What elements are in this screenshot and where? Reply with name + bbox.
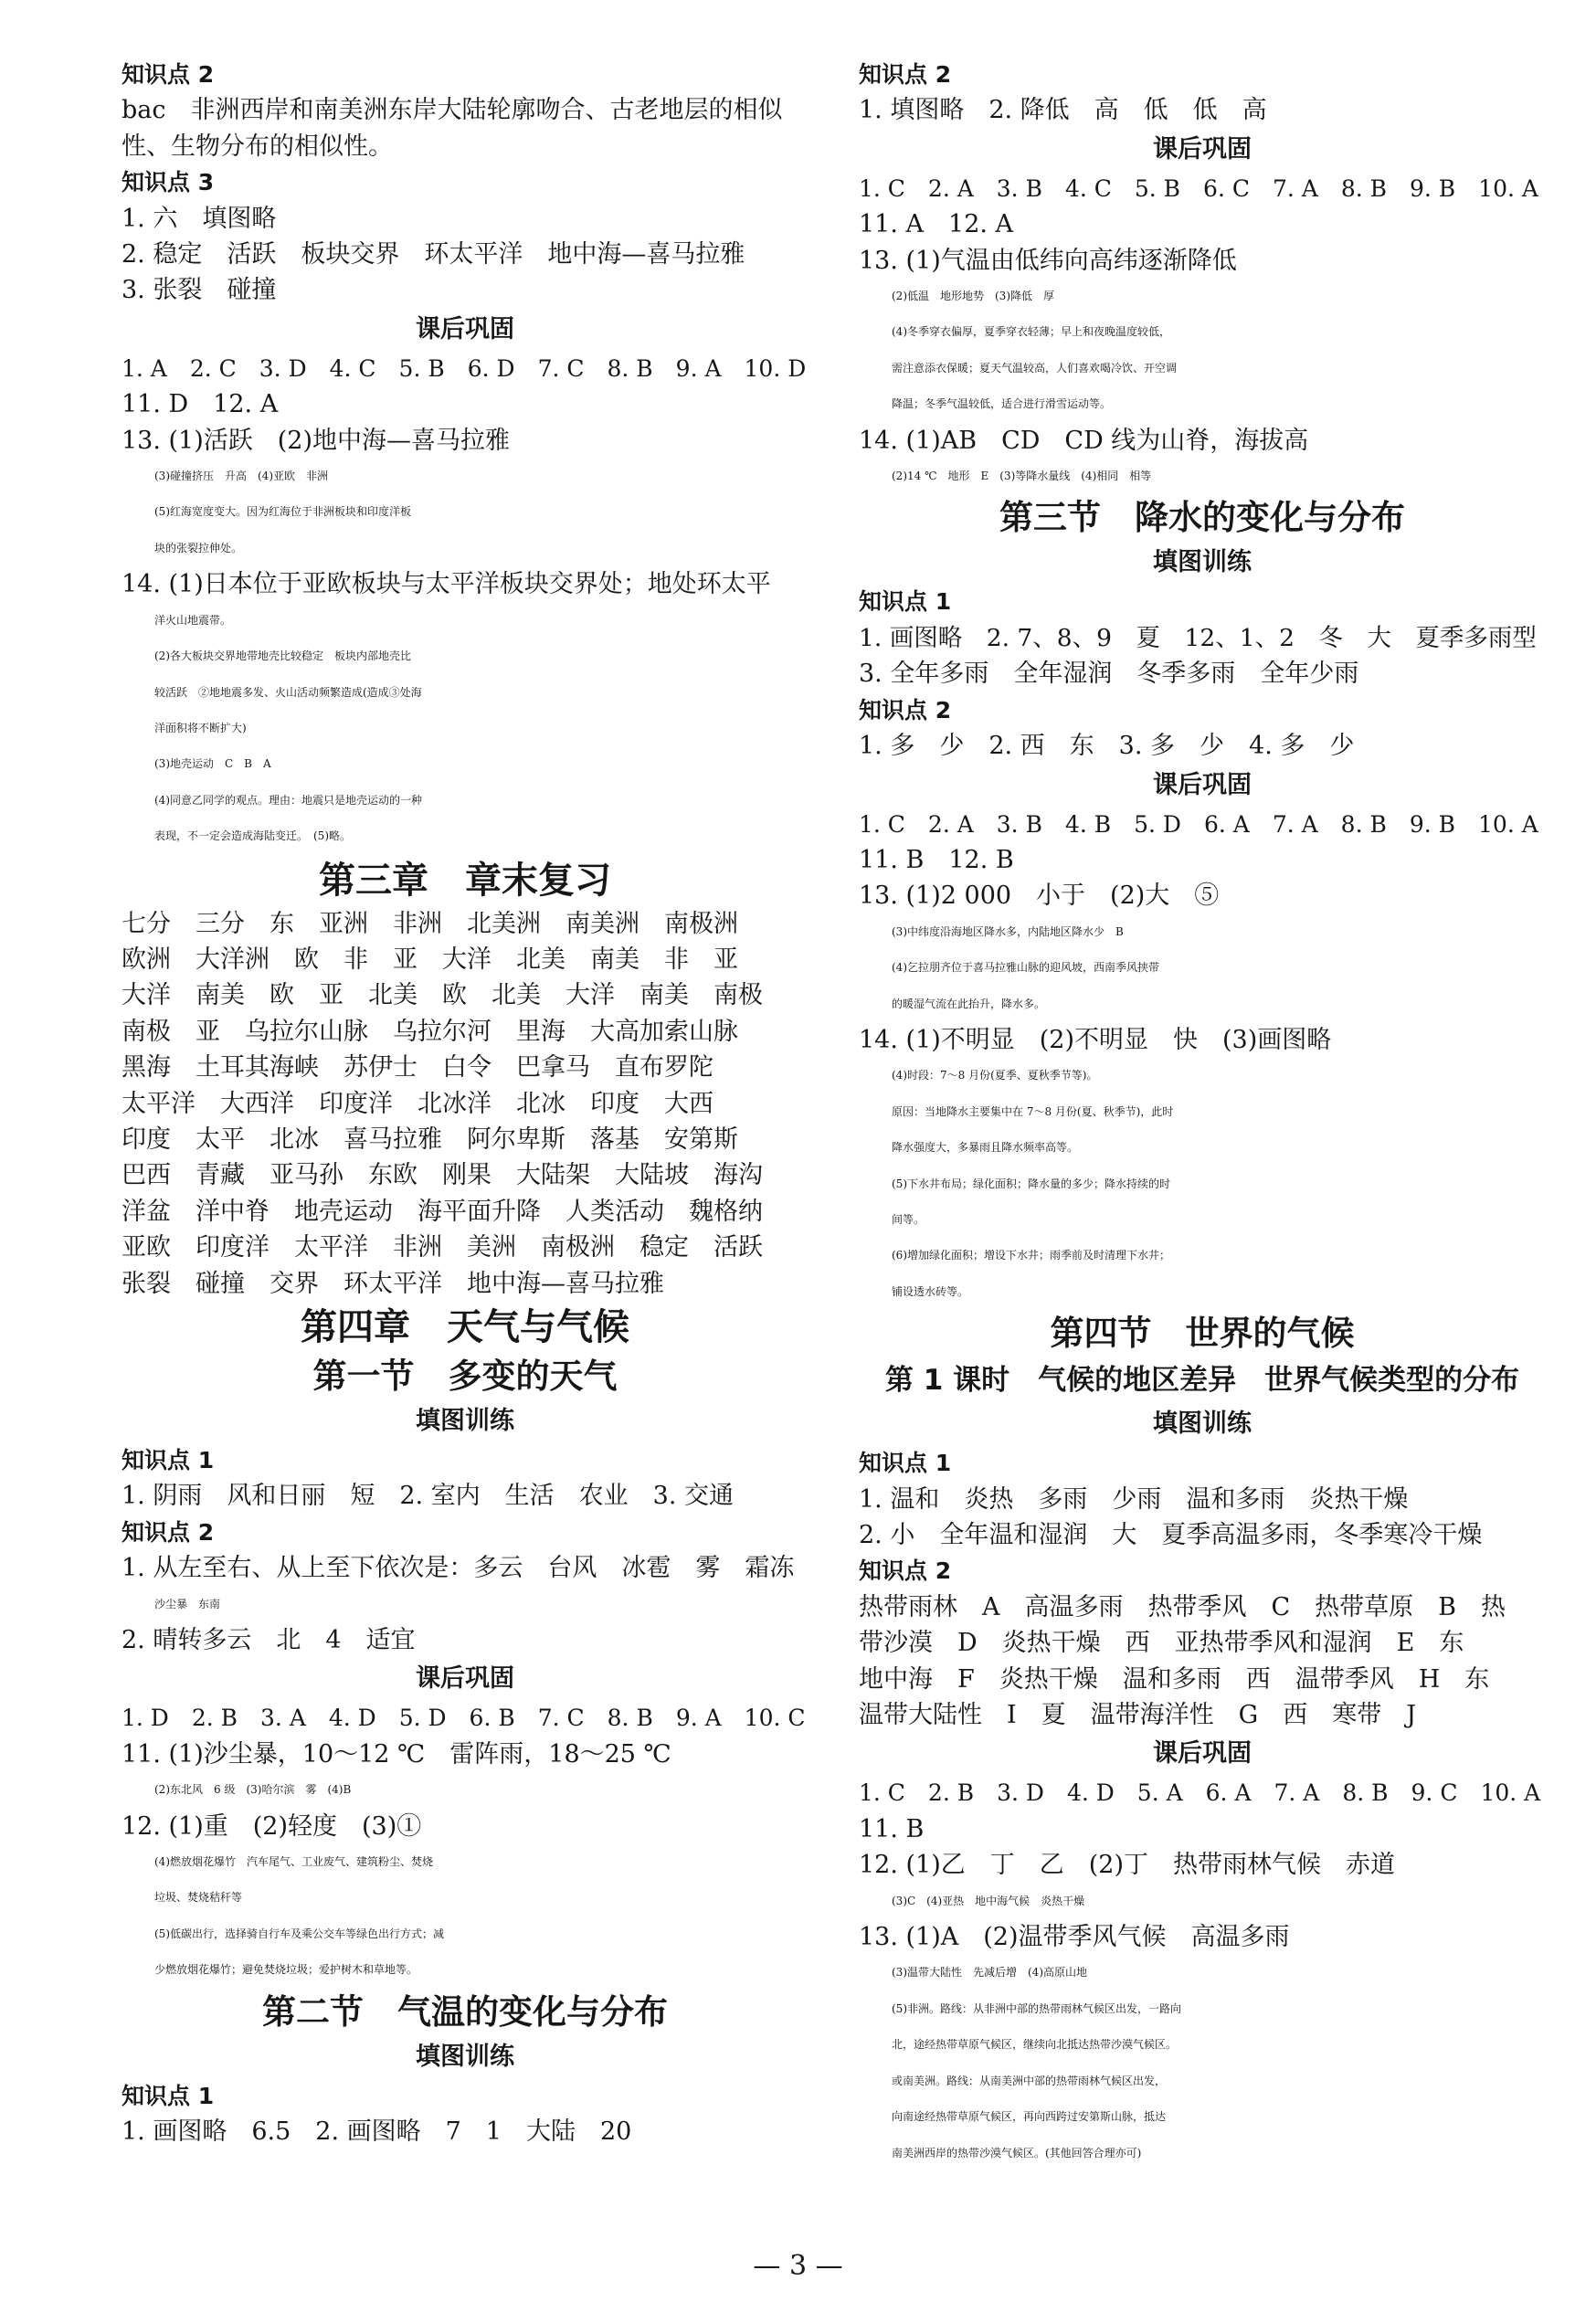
answer-line: 黑海 土耳其海峡 苏伊士 白令 巴拿马 直布罗陀 bbox=[122, 1053, 713, 1082]
answer-line: 块的张裂拉伸处。 bbox=[154, 541, 243, 554]
answer-line: (2)低温 地形地势 (3)降低 厚 bbox=[892, 290, 1054, 303]
answer-line: 11. B 12. B bbox=[859, 845, 1014, 874]
answer-line: 3. 全年多雨 全年湿润 冬季多雨 全年少雨 bbox=[859, 660, 1359, 689]
knowledge-point-label: 知识点 1 bbox=[859, 1450, 952, 1477]
answer-line: 1. 六 填图略 bbox=[122, 204, 277, 233]
knowledge-point-label: 知识点 3 bbox=[122, 169, 215, 196]
answer-line: (3)C (4)亚热 地中海气候 炎热干燥 bbox=[892, 1894, 1085, 1907]
answer-line: (2)14 ℃ 地形 E (3)等降水量线 (4)相同 相等 bbox=[892, 470, 1152, 483]
answer-line: (5)红海宽度变大。因为红海位于非洲板块和印度洋板 bbox=[154, 505, 412, 519]
answer-line: 或南美洲。路线：从南美洲中部的热带雨林气候区出发， bbox=[892, 2074, 1167, 2087]
answer-line: 13. (1)气温由低纬向高纬逐渐降低 bbox=[859, 246, 1237, 275]
chapter-title: 第四章 天气与气候 bbox=[301, 1306, 629, 1348]
subsection-title: 课后巩固 bbox=[1153, 770, 1252, 799]
answer-line: 13. (1)2 000 小于 (2)大 ⑤ bbox=[859, 882, 1220, 911]
answer-line: 热带雨林 A 高温多雨 热带季风 C 热带草原 B 热 bbox=[859, 1592, 1506, 1621]
answer-line: 12. (1)重 (2)轻度 (3)① bbox=[122, 1811, 422, 1841]
answer-line: 14. (1)AB CD CD 线为山脊，海拔高 bbox=[859, 426, 1309, 455]
knowledge-point-label: 知识点 2 bbox=[859, 1557, 952, 1585]
answer-line: (4)冬季穿衣偏厚，夏季穿衣轻薄；早上和夜晚温度较低， bbox=[892, 325, 1171, 339]
subsection-title: 课后巩固 bbox=[416, 1664, 514, 1694]
answer-line: 少燃放烟花爆竹；避免焚烧垃圾；爱护树木和草地等。 bbox=[154, 1963, 418, 1977]
answer-line: 需注意添衣保暖；夏天气温较高，人们喜欢喝冷饮、开空调 bbox=[892, 361, 1178, 375]
answer-line: 垃圾、焚烧秸秆等 bbox=[154, 1891, 243, 1905]
answer-line: 11. B bbox=[859, 1814, 925, 1843]
answer-line: 3. 张裂 碰撞 bbox=[122, 276, 277, 305]
answer-line: (4)乞拉朋齐位于喜马拉雅山脉的迎风坡，西南季风挟带 bbox=[892, 961, 1160, 975]
answer-line: (5)低碳出行，选择骑自行车及乘公交车等绿色出行方式；减 bbox=[154, 1927, 445, 1940]
answer-line: 1. 温和 炎热 多雨 少雨 温和多雨 炎热干燥 bbox=[859, 1484, 1409, 1514]
answer-line: 2. 小 全年温和湿润 大 夏季高温多雨，冬季寒冷干燥 bbox=[859, 1521, 1483, 1549]
answer-line: 大洋 南美 欧 亚 北美 欧 北美 大洋 南美 南极 bbox=[122, 981, 763, 1010]
answer-line: 13. (1)活跃 (2)地中海—喜马拉雅 bbox=[122, 426, 511, 455]
subsection-title: 填图训练 bbox=[416, 1407, 514, 1435]
answer-line: (5)下水井布局；绿化面积；降水量的多少；降水持续的时 bbox=[892, 1177, 1171, 1190]
answer-line: 南极 亚 乌拉尔山脉 乌拉尔河 里海 大高加索山脉 bbox=[122, 1017, 738, 1046]
answer-line: 沙尘暴 东南 bbox=[154, 1597, 221, 1610]
answer-line: 的暖湿气流在此抬升，降水多。 bbox=[892, 997, 1046, 1010]
answer-line: 性、生物分布的相似性。 bbox=[122, 132, 393, 161]
answer-line: 间等。 bbox=[892, 1212, 925, 1226]
lesson-title: 第 1 课时 气候的地区差异 世界气候类型的分布 bbox=[884, 1364, 1520, 1398]
knowledge-point-label: 知识点 1 bbox=[122, 1447, 215, 1473]
answer-line: 2. 晴转多云 北 4 适宜 bbox=[122, 1626, 416, 1655]
answer-line: 太平洋 大西洋 印度洋 北冰洋 北冰 印度 大西 bbox=[122, 1089, 713, 1118]
answer-line: 欧洲 大洋洲 欧 非 亚 大洋 北美 南美 非 亚 bbox=[122, 945, 738, 974]
answer-line: 印度 太平 北冰 喜马拉雅 阿尔卑斯 落基 安第斯 bbox=[122, 1125, 738, 1154]
answer-line: 1. 从左至右、从上至下依次是：多云 台风 冰雹 雾 霜冻 bbox=[122, 1554, 795, 1583]
answer-line: 1. C 2. B 3. D 4. D 5. A 6. A 7. A 8. B 9. C 10. A bbox=[859, 1779, 1541, 1807]
answer-line: 13. (1)A (2)温带季风气候 高温多雨 bbox=[859, 1923, 1290, 1952]
answer-line: 1. 填图略 2. 降低 高 低 低 高 bbox=[859, 96, 1267, 125]
answer-line: 1. 多 少 2. 西 东 3. 多 少 4. 多 少 bbox=[859, 732, 1355, 761]
answer-line: 七分 三分 东 亚洲 非洲 北美洲 南美洲 南极洲 bbox=[122, 909, 738, 938]
right-column bbox=[859, 57, 1546, 2171]
chapter-title: 第三章 章末复习 bbox=[319, 859, 611, 902]
answer-line: 张裂 碰撞 交界 环太平洋 地中海—喜马拉雅 bbox=[122, 1269, 664, 1298]
answer-line: 带沙漠 D 炎热干燥 西 亚热带季风和湿润 E 东 bbox=[859, 1629, 1464, 1658]
knowledge-point-label: 知识点 2 bbox=[122, 61, 215, 88]
subsection-title: 课后巩固 bbox=[1153, 134, 1252, 164]
answer-line: 原因：当地降水主要集中在 7～8 月份(夏、秋季节)，此时 bbox=[892, 1104, 1174, 1118]
knowledge-point-label: 知识点 1 bbox=[859, 588, 952, 616]
answer-line: (3)碰撞挤压 升高 (4)亚欧 非洲 bbox=[154, 470, 328, 483]
subsection-title: 填图训练 bbox=[1153, 548, 1252, 577]
subsection-title: 填图训练 bbox=[1153, 1410, 1252, 1439]
answer-line: 较活跃 ②地地震多发、火山活动频繁造成(造成③处海 bbox=[154, 685, 422, 699]
left-column bbox=[122, 57, 809, 2150]
answer-line: (3)地壳运动 C B A bbox=[154, 757, 271, 771]
answer-line: 1. 画图略 6.5 2. 画图略 7 1 大陆 20 bbox=[122, 2117, 632, 2147]
answer-line: 1. A 2. C 3. D 4. C 5. B 6. D 7. C 8. B 9. A 10. D bbox=[122, 354, 807, 382]
answer-line: 11. A 12. A bbox=[859, 210, 1014, 239]
answer-line: 铺设透水砖等。 bbox=[892, 1284, 969, 1298]
answer-line: 1. D 2. B 3. A 4. D 5. D 6. B 7. C 8. B 9. A 10. C bbox=[122, 1705, 806, 1732]
answer-line: 11. D 12. A bbox=[122, 390, 279, 419]
answer-line: 1. C 2. A 3. B 4. B 5. D 6. A 7. A 8. B 9. B 10. A bbox=[859, 810, 1538, 838]
answer-line: 北，途经热带草原气候区，继续向北抵达热带沙漠气候区。 bbox=[892, 2038, 1178, 2052]
answer-line: (4)时段：7～8 月份(夏季、夏秋季节等)。 bbox=[892, 1069, 1098, 1082]
answer-line: 11. (1)沙尘暴，10～12 ℃ 雷阵雨，18～25 ℃ bbox=[122, 1739, 671, 1769]
answer-line: 向南途经热带草原气候区，再向西跨过安第斯山脉，抵达 bbox=[892, 2110, 1167, 2124]
knowledge-point-label: 知识点 2 bbox=[122, 1518, 215, 1546]
answer-line: 洋火山地震带。 bbox=[154, 613, 232, 627]
answer-line: 地中海 F 炎热干燥 温和多雨 西 温带季风 H 东 bbox=[859, 1664, 1490, 1694]
subsection-title: 填图训练 bbox=[416, 2042, 514, 2071]
page-number: — 3 — bbox=[753, 2250, 843, 2282]
subsection-title: 课后巩固 bbox=[1153, 1739, 1252, 1769]
answer-line: 1. C 2. A 3. B 4. C 5. B 6. C 7. A 8. B 9. B 10. A bbox=[859, 174, 1538, 202]
answer-line: 表现，不一定会造成海陆变迁。 (5)略。 bbox=[154, 829, 351, 843]
answer-line: 14. (1)不明显 (2)不明显 快 (3)画图略 bbox=[859, 1025, 1332, 1054]
answer-line: (2)东北风 6 级 (3)哈尔滨 雾 (4)B bbox=[154, 1783, 352, 1797]
answer-line: 巴西 青藏 亚马孙 东欧 刚果 大陆架 大陆坡 海沟 bbox=[122, 1161, 763, 1190]
answer-line: (3)温带大陆性 先减后增 (4)高原山地 bbox=[892, 1966, 1087, 1980]
knowledge-point-label: 知识点 2 bbox=[859, 696, 952, 723]
answer-line: bac 非洲西岸和南美洲东岸大陆轮廓吻合、古老地层的相似 bbox=[122, 96, 783, 125]
answer-line: (5)非洲。路线：从非洲中部的热带雨林气候区出发，一路向 bbox=[892, 2001, 1182, 2015]
answer-line: (4)同意乙同学的观点。理由：地震只是地壳运动的一种 bbox=[154, 793, 423, 807]
section-title: 第四节 世界的气候 bbox=[1050, 1314, 1355, 1354]
subsection-title: 课后巩固 bbox=[416, 314, 514, 343]
answer-line: 洋盆 洋中脊 地壳运动 海平面升降 人类活动 魏格纳 bbox=[122, 1197, 763, 1226]
answer-line: 2. 稳定 活跃 板块交界 环太平洋 地中海—喜马拉雅 bbox=[122, 240, 745, 269]
answer-line: 12. (1)乙 丁 乙 (2)丁 热带雨林气候 赤道 bbox=[859, 1851, 1396, 1880]
knowledge-point-label: 知识点 1 bbox=[122, 2082, 215, 2109]
answer-line: 亚欧 印度洋 太平洋 非洲 美洲 南极洲 稳定 活跃 bbox=[122, 1233, 763, 1262]
answer-line: (4)燃放烟花爆竹 汽车尾气、工业废气、建筑粉尘、焚烧 bbox=[154, 1855, 434, 1869]
answer-line: 温带大陆性 I 夏 温带海洋性 G 西 寒带 J bbox=[859, 1701, 1417, 1730]
answer-line: 南美洲西岸的热带沙漠气候区。(其他回答合理亦可) bbox=[892, 2146, 1142, 2159]
section-title: 第三节 降水的变化与分布 bbox=[999, 498, 1405, 538]
answer-line: 1. 阴雨 风和日丽 短 2. 室内 生活 农业 3. 交通 bbox=[122, 1482, 735, 1511]
section-title: 第二节 气温的变化与分布 bbox=[262, 1991, 668, 2032]
answer-line: 降温；冬季气温较低，适合进行滑雪运动等。 bbox=[892, 397, 1112, 411]
answer-line: (3)中纬度沿海地区降水多，内陆地区降水少 B bbox=[892, 924, 1124, 938]
answer-line: (2)各大板块交界地带地壳比较稳定 板块内部地壳比 bbox=[154, 649, 412, 663]
answer-line: 1. 画图略 2. 7、8、9 夏 12、1、2 冬 大 夏季多雨型 bbox=[859, 623, 1537, 652]
section-title: 第一节 多变的天气 bbox=[312, 1357, 618, 1396]
knowledge-point-label: 知识点 2 bbox=[859, 61, 952, 88]
answer-line: 降水强度大，多暴雨且降水频率高等。 bbox=[892, 1141, 1079, 1155]
answer-line: 洋面积将不断扩大) bbox=[154, 721, 247, 734]
answer-line: 14. (1)日本位于亚欧板块与太平洋板块交界处；地处环太平 bbox=[122, 570, 771, 599]
answer-line: (6)增加绿化面积；增设下水井；雨季前及时清理下水井； bbox=[892, 1249, 1171, 1262]
